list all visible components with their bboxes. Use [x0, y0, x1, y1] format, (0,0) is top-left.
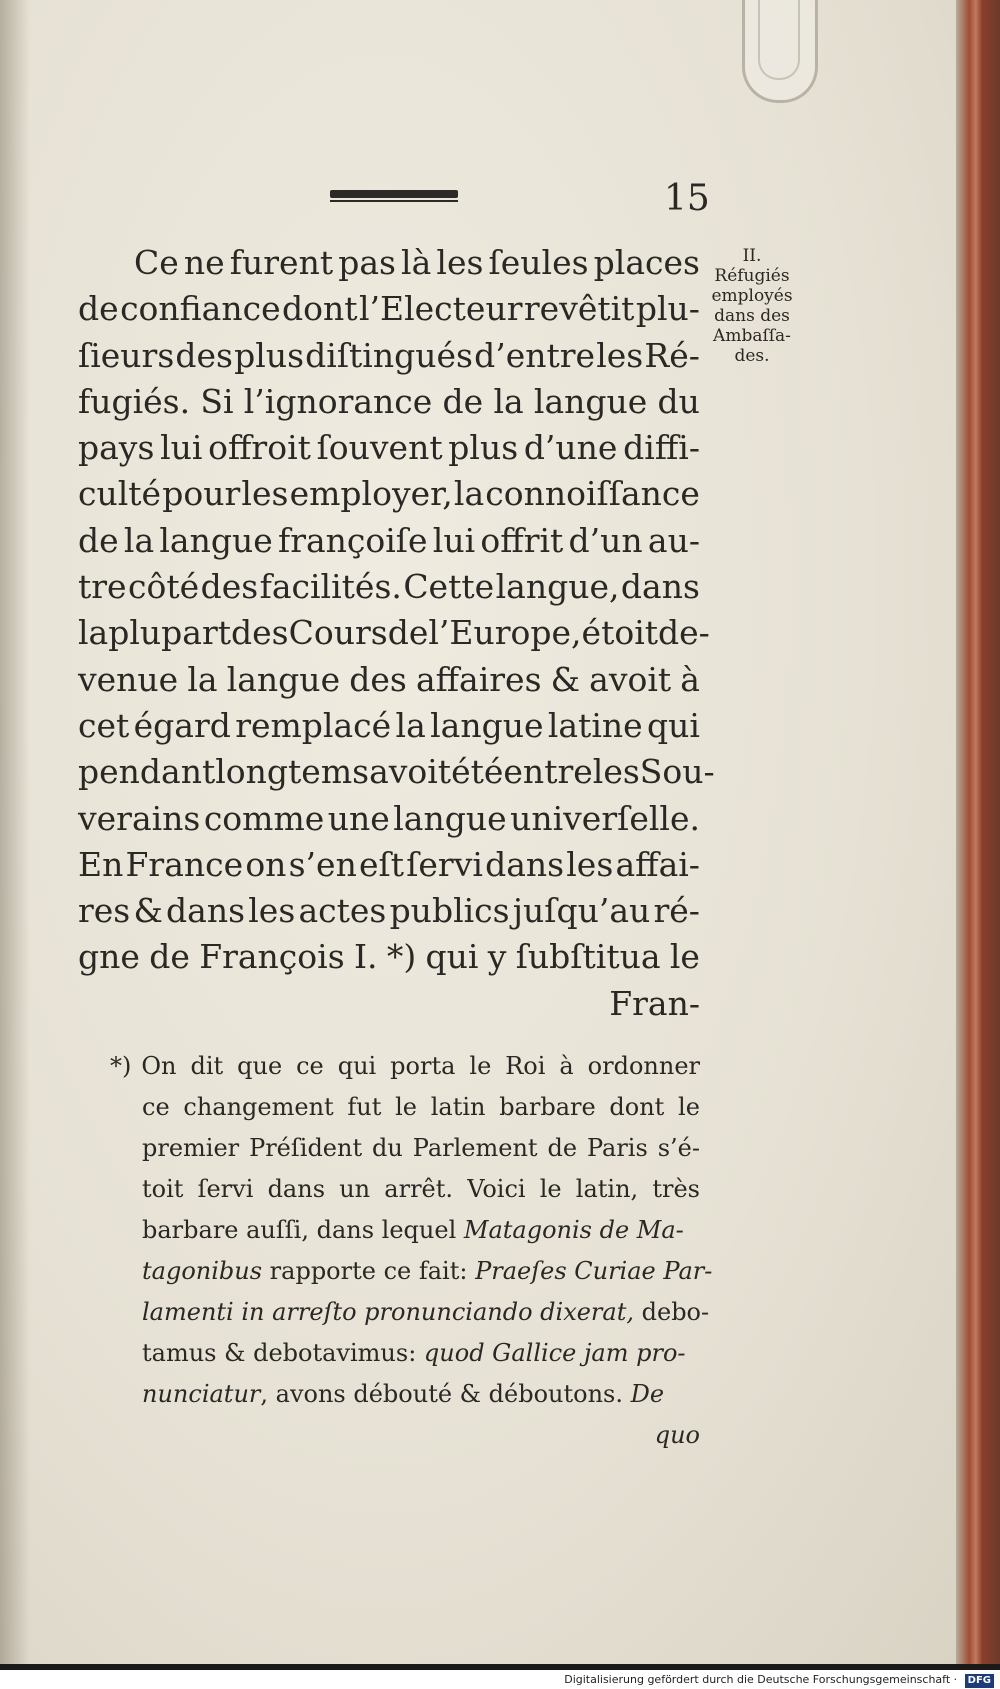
footnote — [110, 1046, 713, 1456]
footnote-text-9a: nunciatur — [142, 1380, 261, 1408]
footnote-text-6c: Praeſes Curiae Par- — [475, 1257, 713, 1285]
footnote-text-1: On dit que ce qui porta le Roi à ordonner — [141, 1052, 700, 1080]
footnote-text-9c: De — [630, 1380, 665, 1408]
footnote-line-6 — [110, 1251, 713, 1292]
footnote-text-5b: Matagonis de Ma- — [463, 1216, 684, 1244]
footnote-text-9b: , avons débouté & déboutons. — [260, 1380, 631, 1408]
text-line-7: de la langue françoiſe lui offrit d’un au- — [78, 520, 700, 560]
text-line-16: gne de François I. *) qui y ſubſtitua le — [78, 937, 700, 977]
footnote-line-7 — [110, 1292, 710, 1333]
footnote-text-5a: barbare auſſi, dans lequel — [142, 1216, 464, 1244]
page-gutter-shadow — [0, 0, 30, 1664]
dfg-logo: DFG — [965, 1674, 994, 1688]
text-line-4: fugiés. Si l’ignorance de la langue du — [78, 381, 700, 421]
footnote-text-6a: tagonibus — [142, 1257, 263, 1285]
footnote-text-6b: rapporte ce fait: — [262, 1257, 476, 1285]
text-line-11: cet égard remplacé la langue latine qui — [78, 705, 700, 745]
footnote-text-8b: quod Gallice jam pro- — [423, 1339, 686, 1367]
margin-note-line-1: II. — [742, 246, 762, 266]
margin-note-line-4: dans des — [714, 306, 790, 326]
footnote-line-5 — [110, 1210, 700, 1251]
catchword: Fran- — [609, 983, 700, 1023]
text-line-9: la plupart des Cours de l’Europe, étoit de- — [78, 613, 710, 653]
main-text — [78, 240, 715, 1027]
margin-note-line-2: Réfugiés — [714, 266, 790, 286]
paper-clip-inner — [758, 0, 800, 80]
header-ornament-rule-thin — [330, 200, 458, 202]
text-line-12: pendant longtems avoit été entre les Sou- — [78, 752, 715, 792]
page-number: 15 — [664, 178, 710, 219]
text-line-8: tre côté des facilités. Cette langue, dans — [78, 567, 700, 607]
margin-note-line-6: des. — [734, 346, 770, 366]
text-line-15: res & dans les actes publics juſqu’au ré- — [78, 891, 700, 931]
text-line-10: venue la langue des affaires & avoit à — [78, 659, 700, 699]
book-page-edges — [956, 0, 1000, 1664]
footnote-line-1 — [110, 1046, 700, 1087]
header-ornament-rule — [330, 190, 458, 198]
text-line-5: pays lui offroit ſouvent plus d’une diffi- — [78, 428, 700, 468]
footnote-line-8 — [110, 1333, 700, 1374]
footnote-text-8a: tamus & debotavimus: — [142, 1339, 424, 1367]
margin-note — [702, 246, 802, 366]
margin-note-line-3: employés — [711, 286, 793, 306]
footnote-text-7a: lamenti in arreſto pronunciando dixerat, — [142, 1298, 634, 1326]
digitization-footer: Digitalisierung gefördert durch die Deutsche Forschungsgemeinschaft · DFG — [0, 1670, 1000, 1689]
footnote-marker: *) — [110, 1052, 132, 1080]
text-line-3: ſieurs des plus diſtingués d’entre les Ré- — [78, 335, 700, 375]
text-line-14: En France on s’en eſt ſervi dans les affai- — [78, 844, 700, 884]
footnote-line-3: premier Préſident du Parlement de Paris s’é- — [142, 1134, 700, 1162]
footnote-line-9 — [110, 1374, 700, 1415]
text-line-2: de confiance dont l’Electeur revêtit plu- — [78, 289, 700, 329]
footnote-catchword: quo — [654, 1421, 700, 1449]
footnote-line-4: toit ſervi dans un arrêt. Voici le latin, très — [142, 1175, 700, 1203]
text-line-6: culté pour les employer, la connoiſſance — [78, 474, 700, 514]
footer-credit: Digitalisierung gefördert durch die Deutsche Forschungsgemeinschaft — [564, 1673, 951, 1686]
text-line-13: verains comme une langue univerſelle. — [78, 798, 700, 838]
text-line-1: Ce ne furent pas là les ſeules places — [134, 243, 700, 282]
margin-note-line-5: Ambaſſa- — [713, 326, 791, 346]
footnote-line-2: ce changement fut le latin barbare dont le — [142, 1093, 700, 1121]
footnote-text-7b: debo- — [634, 1298, 710, 1326]
